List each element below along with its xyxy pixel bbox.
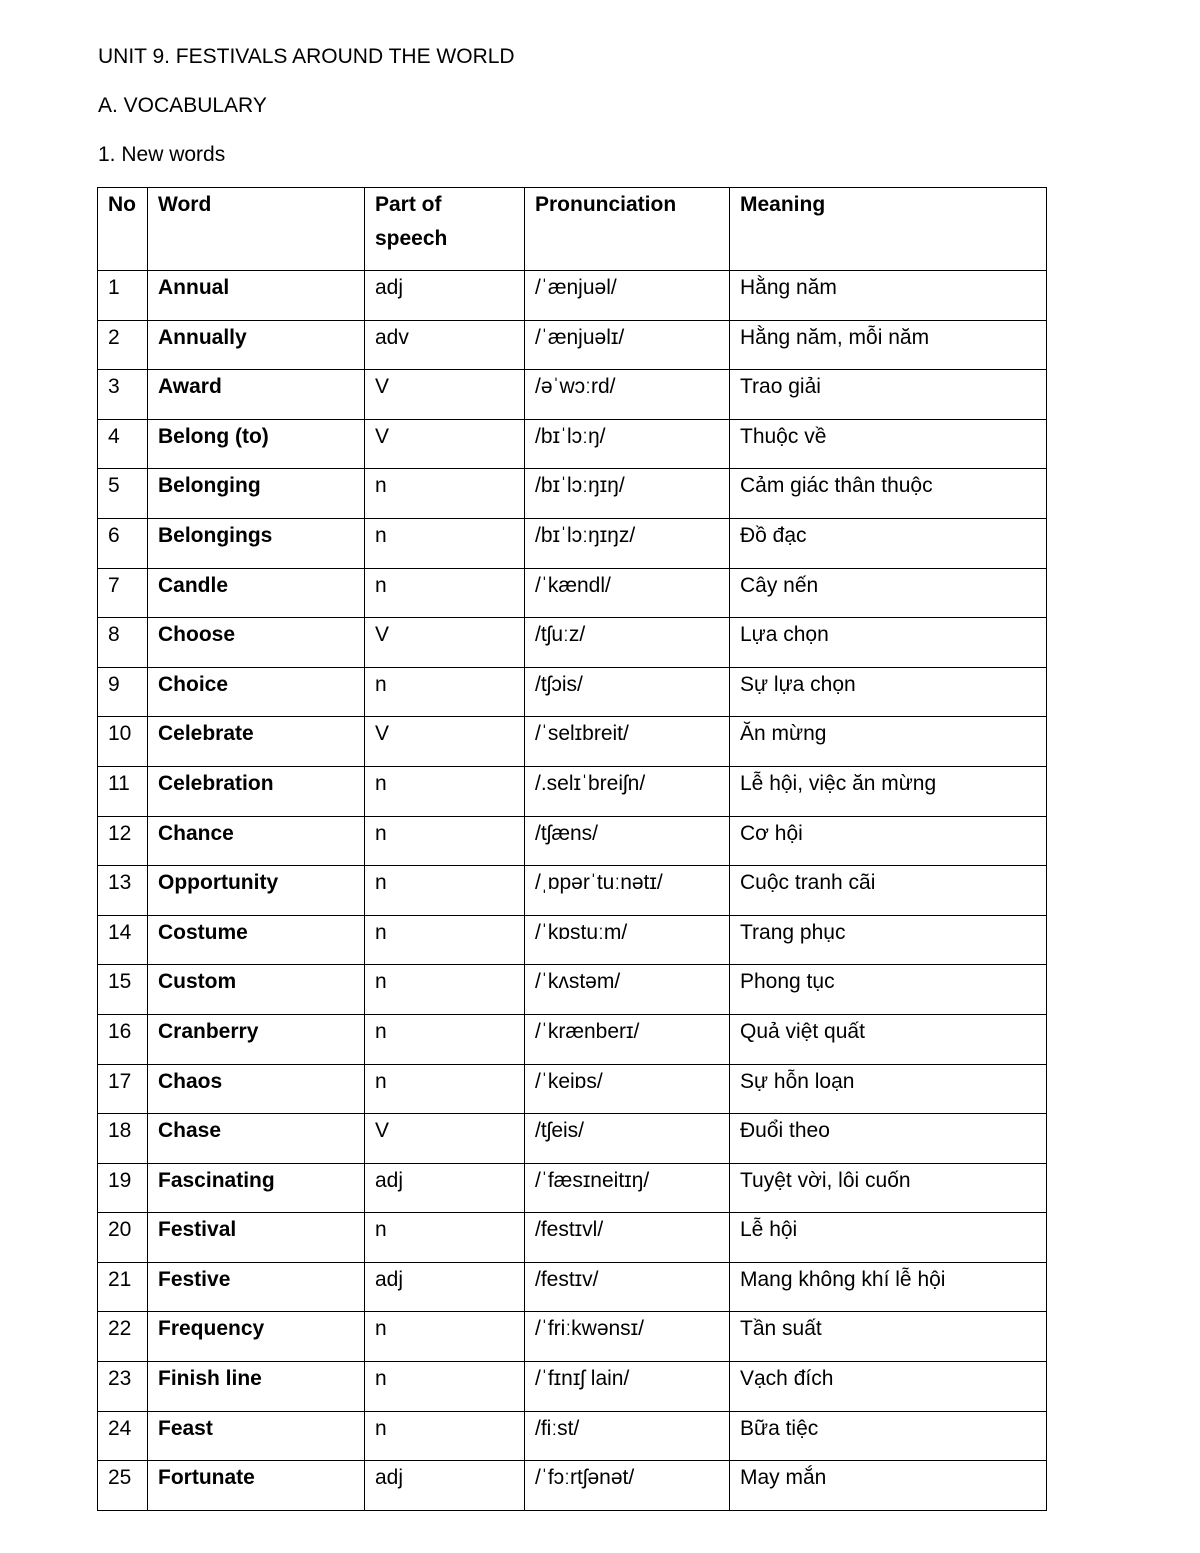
cell-part-of-speech: n bbox=[365, 667, 525, 717]
cell-meaning: May mắn bbox=[730, 1461, 1047, 1511]
table-row bbox=[98, 1362, 1047, 1412]
table-row bbox=[98, 1014, 1047, 1064]
cell-pronunciation: /ˈkændl/ bbox=[525, 568, 730, 618]
cell-word: Choose bbox=[148, 618, 365, 668]
cell-part-of-speech: n bbox=[365, 965, 525, 1015]
cell-no: 13 bbox=[98, 866, 148, 916]
cell-part-of-speech: V bbox=[365, 370, 525, 420]
cell-no: 8 bbox=[98, 618, 148, 668]
cell-word: Annual bbox=[148, 271, 365, 321]
cell-meaning: Vạch đích bbox=[730, 1362, 1047, 1412]
cell-pronunciation: /ˈfɪnɪʃ lain/ bbox=[525, 1362, 730, 1412]
cell-meaning: Quả việt quất bbox=[730, 1014, 1047, 1064]
table-row bbox=[98, 717, 1047, 767]
table-row bbox=[98, 866, 1047, 916]
cell-no: 14 bbox=[98, 915, 148, 965]
cell-meaning: Sự hỗn loạn bbox=[730, 1064, 1047, 1114]
cell-word: Award bbox=[148, 370, 365, 420]
cell-pronunciation: /ˈænjuəlɪ/ bbox=[525, 320, 730, 370]
header-meaning: Meaning bbox=[730, 188, 1047, 271]
cell-part-of-speech: n bbox=[365, 866, 525, 916]
cell-meaning: Lễ hội, việc ăn mừng bbox=[730, 766, 1047, 816]
header-part-of-speech: Part of speech bbox=[365, 188, 525, 271]
cell-meaning: Thuộc về bbox=[730, 419, 1047, 469]
cell-no: 18 bbox=[98, 1114, 148, 1164]
cell-word: Belong (to) bbox=[148, 419, 365, 469]
cell-word: Choice bbox=[148, 667, 365, 717]
cell-meaning: Sự lựa chọn bbox=[730, 667, 1047, 717]
cell-part-of-speech: V bbox=[365, 419, 525, 469]
cell-word: Finish line bbox=[148, 1362, 365, 1412]
cell-no: 9 bbox=[98, 667, 148, 717]
cell-pronunciation: /ˈkɒstuːm/ bbox=[525, 915, 730, 965]
cell-no: 6 bbox=[98, 518, 148, 568]
cell-pronunciation: /tʃeis/ bbox=[525, 1114, 730, 1164]
cell-part-of-speech: n bbox=[365, 1411, 525, 1461]
cell-part-of-speech: adv bbox=[365, 320, 525, 370]
cell-part-of-speech: V bbox=[365, 717, 525, 767]
header-no: No bbox=[98, 188, 148, 271]
table-row bbox=[98, 1312, 1047, 1362]
table-row bbox=[98, 1163, 1047, 1213]
cell-pronunciation: /ˈselɪbreit/ bbox=[525, 717, 730, 767]
cell-meaning: Trao giải bbox=[730, 370, 1047, 420]
cell-pronunciation: /festɪvl/ bbox=[525, 1213, 730, 1263]
cell-part-of-speech: adj bbox=[365, 1163, 525, 1213]
cell-no: 12 bbox=[98, 816, 148, 866]
cell-part-of-speech: V bbox=[365, 618, 525, 668]
cell-meaning: Hằng năm, mỗi năm bbox=[730, 320, 1047, 370]
cell-part-of-speech: n bbox=[365, 816, 525, 866]
cell-pronunciation: /tʃɔis/ bbox=[525, 667, 730, 717]
table-row bbox=[98, 816, 1047, 866]
table-header-row bbox=[98, 188, 1047, 271]
table-row bbox=[98, 1114, 1047, 1164]
cell-word: Chaos bbox=[148, 1064, 365, 1114]
cell-meaning: Cơ hội bbox=[730, 816, 1047, 866]
cell-no: 17 bbox=[98, 1064, 148, 1114]
cell-word: Chase bbox=[148, 1114, 365, 1164]
cell-part-of-speech: adj bbox=[365, 1262, 525, 1312]
vocabulary-table-body bbox=[98, 271, 1047, 1511]
vocabulary-table bbox=[97, 187, 1047, 1511]
cell-pronunciation: /bɪˈlɔːŋɪŋ/ bbox=[525, 469, 730, 519]
cell-meaning: Hằng năm bbox=[730, 271, 1047, 321]
cell-no: 22 bbox=[98, 1312, 148, 1362]
cell-meaning: Trang phục bbox=[730, 915, 1047, 965]
cell-no: 5 bbox=[98, 469, 148, 519]
table-row bbox=[98, 320, 1047, 370]
cell-part-of-speech: n bbox=[365, 1312, 525, 1362]
cell-word: Fortunate bbox=[148, 1461, 365, 1511]
cell-pronunciation: /əˈwɔːrd/ bbox=[525, 370, 730, 420]
cell-pronunciation: /ˈfriːkwənsɪ/ bbox=[525, 1312, 730, 1362]
table-row bbox=[98, 1262, 1047, 1312]
section-title: A. VOCABULARY bbox=[98, 94, 267, 117]
cell-pronunciation: /ˈkrænberɪ/ bbox=[525, 1014, 730, 1064]
table-row bbox=[98, 1461, 1047, 1511]
cell-meaning: Đuổi theo bbox=[730, 1114, 1047, 1164]
header-word: Word bbox=[148, 188, 365, 271]
cell-pronunciation: /ˌɒpərˈtuːnətɪ/ bbox=[525, 866, 730, 916]
cell-part-of-speech: n bbox=[365, 1213, 525, 1263]
cell-no: 19 bbox=[98, 1163, 148, 1213]
table-row bbox=[98, 766, 1047, 816]
table-row bbox=[98, 1064, 1047, 1114]
cell-part-of-speech: n bbox=[365, 568, 525, 618]
table-row bbox=[98, 915, 1047, 965]
cell-no: 4 bbox=[98, 419, 148, 469]
cell-meaning: Bữa tiệc bbox=[730, 1411, 1047, 1461]
cell-pronunciation: /bɪˈlɔːŋɪŋz/ bbox=[525, 518, 730, 568]
cell-no: 1 bbox=[98, 271, 148, 321]
cell-part-of-speech: n bbox=[365, 469, 525, 519]
cell-no: 16 bbox=[98, 1014, 148, 1064]
cell-meaning: Cây nến bbox=[730, 568, 1047, 618]
cell-word: Chance bbox=[148, 816, 365, 866]
cell-no: 10 bbox=[98, 717, 148, 767]
cell-pronunciation: /ˈfæsɪneitɪŋ/ bbox=[525, 1163, 730, 1213]
cell-meaning: Mang không khí lễ hội bbox=[730, 1262, 1047, 1312]
cell-part-of-speech: n bbox=[365, 518, 525, 568]
cell-word: Fascinating bbox=[148, 1163, 365, 1213]
cell-word: Opportunity bbox=[148, 866, 365, 916]
cell-part-of-speech: n bbox=[365, 915, 525, 965]
cell-meaning: Đồ đạc bbox=[730, 518, 1047, 568]
table-row bbox=[98, 370, 1047, 420]
header-pronunciation: Pronunciation bbox=[525, 188, 730, 271]
cell-word: Costume bbox=[148, 915, 365, 965]
unit-title: UNIT 9. FESTIVALS AROUND THE WORLD bbox=[98, 45, 515, 68]
cell-pronunciation: /ˈkeiɒs/ bbox=[525, 1064, 730, 1114]
cell-word: Cranberry bbox=[148, 1014, 365, 1064]
cell-no: 20 bbox=[98, 1213, 148, 1263]
table-row bbox=[98, 965, 1047, 1015]
cell-pronunciation: /ˈfɔːrtʃənət/ bbox=[525, 1461, 730, 1511]
cell-no: 25 bbox=[98, 1461, 148, 1511]
cell-part-of-speech: adj bbox=[365, 271, 525, 321]
cell-word: Candle bbox=[148, 568, 365, 618]
cell-part-of-speech: V bbox=[365, 1114, 525, 1164]
cell-word: Feast bbox=[148, 1411, 365, 1461]
cell-no: 15 bbox=[98, 965, 148, 1015]
cell-part-of-speech: adj bbox=[365, 1461, 525, 1511]
cell-pronunciation: /ˈænjuəl/ bbox=[525, 271, 730, 321]
cell-pronunciation: /tʃæns/ bbox=[525, 816, 730, 866]
cell-pronunciation: /bɪˈlɔːŋ/ bbox=[525, 419, 730, 469]
cell-word: Annually bbox=[148, 320, 365, 370]
cell-no: 21 bbox=[98, 1262, 148, 1312]
cell-word: Festive bbox=[148, 1262, 365, 1312]
table-row bbox=[98, 518, 1047, 568]
cell-part-of-speech: n bbox=[365, 1362, 525, 1412]
cell-meaning: Tần suất bbox=[730, 1312, 1047, 1362]
cell-meaning: Lễ hội bbox=[730, 1213, 1047, 1263]
cell-no: 2 bbox=[98, 320, 148, 370]
cell-word: Belongings bbox=[148, 518, 365, 568]
cell-no: 11 bbox=[98, 766, 148, 816]
table-row bbox=[98, 419, 1047, 469]
cell-word: Festival bbox=[148, 1213, 365, 1263]
cell-part-of-speech: n bbox=[365, 766, 525, 816]
cell-pronunciation: /tʃuːz/ bbox=[525, 618, 730, 668]
table-row bbox=[98, 1213, 1047, 1263]
table-row bbox=[98, 469, 1047, 519]
cell-word: Frequency bbox=[148, 1312, 365, 1362]
cell-meaning: Ăn mừng bbox=[730, 717, 1047, 767]
cell-no: 24 bbox=[98, 1411, 148, 1461]
cell-meaning: Lựa chọn bbox=[730, 618, 1047, 668]
cell-meaning: Cảm giác thân thuộc bbox=[730, 469, 1047, 519]
table-row bbox=[98, 1411, 1047, 1461]
cell-no: 3 bbox=[98, 370, 148, 420]
cell-part-of-speech: n bbox=[365, 1014, 525, 1064]
cell-meaning: Tuyệt vời, lôi cuốn bbox=[730, 1163, 1047, 1213]
table-row bbox=[98, 618, 1047, 668]
table-row bbox=[98, 568, 1047, 618]
cell-word: Belonging bbox=[148, 469, 365, 519]
cell-pronunciation: /.selɪˈbreiʃn/ bbox=[525, 766, 730, 816]
table-row bbox=[98, 271, 1047, 321]
cell-no: 7 bbox=[98, 568, 148, 618]
subsection-title: 1. New words bbox=[98, 143, 226, 166]
cell-part-of-speech: n bbox=[365, 1064, 525, 1114]
cell-pronunciation: /fiːst/ bbox=[525, 1411, 730, 1461]
cell-word: Celebrate bbox=[148, 717, 365, 767]
cell-word: Custom bbox=[148, 965, 365, 1015]
cell-word: Celebration bbox=[148, 766, 365, 816]
cell-meaning: Cuộc tranh cãi bbox=[730, 866, 1047, 916]
cell-pronunciation: /festɪv/ bbox=[525, 1262, 730, 1312]
table-row bbox=[98, 667, 1047, 717]
cell-no: 23 bbox=[98, 1362, 148, 1412]
cell-meaning: Phong tục bbox=[730, 965, 1047, 1015]
cell-pronunciation: /ˈkʌstəm/ bbox=[525, 965, 730, 1015]
